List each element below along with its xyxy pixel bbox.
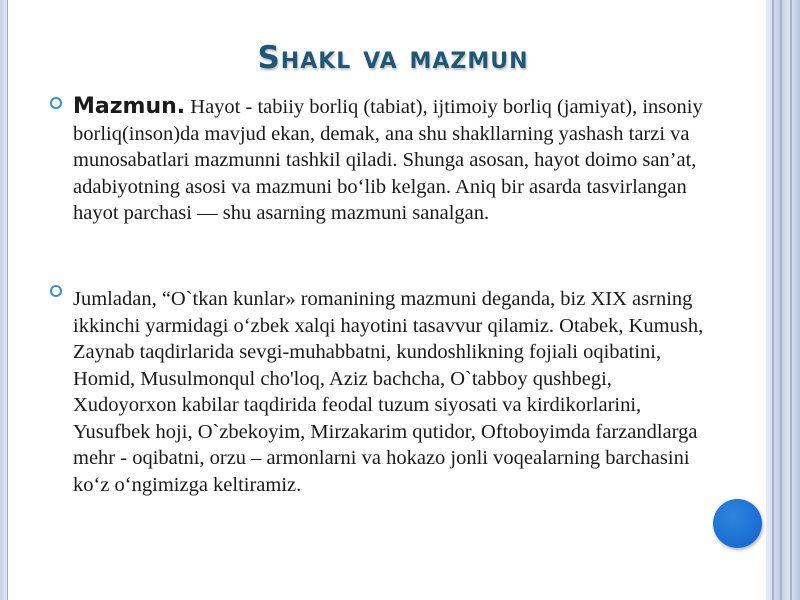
bullet-ring-icon bbox=[50, 97, 62, 109]
bullet-paragraph-1 bbox=[73, 94, 713, 227]
slide-nav-circle-button[interactable] bbox=[713, 499, 762, 548]
border-stripe bbox=[790, 0, 792, 600]
bullet-text: Hayot - tabiiy borliq (tabiat), ijtimoiy borliq (jamiyat), insoniy borliq(inson)da mavjud ekan, demak, ana shu shakllarning yashash tarzi va munosabatlari mazmunni tashkil qiladi. Shunga asosan, hayot doimo san’at, adabiyotning asosi va mazmuni bo‘lib kelgan. Aniq bir asarda tasvirlangan hayot parchasi — shu asarning mazmuni sanalgan. bbox=[73, 96, 703, 224]
slide-right-border bbox=[766, 0, 800, 600]
slide-title: Shakl va mazmun bbox=[257, 40, 529, 76]
bullet-ring-icon bbox=[50, 285, 62, 297]
bullet-text: Jumladan, “O`tkan kunlar» romanining mazmuni deganda, biz XIX asrning ikkinchi yarmidagi o‘zbek xalqi hayotini tasavvur qilamiz. Otabek, Kumush, Zaynab taqdirlarida sevgi-muhabbatni, kundoshlikning fojiali oqibatini, Homid, Musulmonqul cho'loq, Aziz bachcha, O`tabboy qushbegi, Xudoyorxon kabilar taqdirida feodal tuzum siyosati va kirdikorlarini, Yusufbek hoji, O`zbekoyim, Mirzakarim qutidor, Oftoboyimda farzandlarga mehr - oqibatni, orzu – armonlarni va hokazo jonli voqealarning barchasini ko‘z o‘ngimizga keltiramiz. bbox=[73, 288, 704, 496]
border-stripe bbox=[772, 0, 774, 600]
border-stripe bbox=[780, 0, 782, 600]
slide-left-border bbox=[0, 0, 8, 600]
bullet-lead-term: Mazmun. bbox=[73, 94, 186, 119]
bullet-paragraph-2 bbox=[73, 286, 713, 498]
